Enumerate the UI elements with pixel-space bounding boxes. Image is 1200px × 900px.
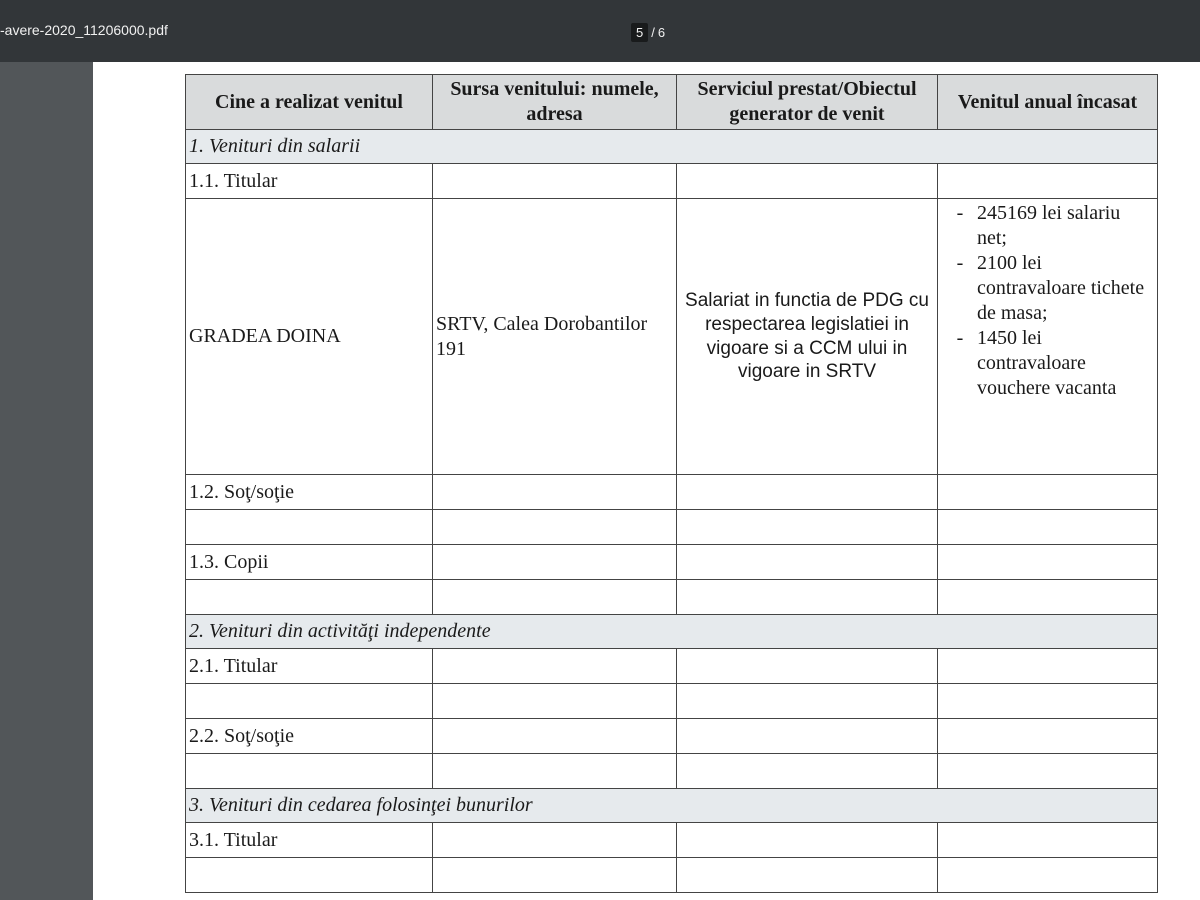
table-row — [186, 580, 1158, 615]
table-row — [186, 164, 1158, 199]
list-item: - 1450 lei contravaloare vouchere vacanta — [956, 327, 1117, 399]
file-name: -avere-2020_11206000.pdf — [0, 22, 168, 38]
section-rent: 3. Venituri din cedarea folosinţei bunurilor — [186, 789, 1158, 823]
income-table — [185, 74, 1158, 893]
table-row — [186, 684, 1158, 719]
table-header-row — [186, 75, 1158, 130]
header-source: Sursa venitului: numele, adresa — [433, 75, 677, 130]
header-who: Cine a realizat venitul — [186, 75, 433, 130]
row-label: 1.2. Soţ/soţie — [186, 475, 433, 510]
row-label: 1.3. Copii — [186, 545, 433, 580]
section-salaries: 1. Venituri din salarii — [186, 130, 1158, 164]
page-indicator — [627, 20, 669, 44]
section-independent: 2. Venituri din activităţi independente — [186, 615, 1158, 649]
income-table-wrap — [185, 74, 1157, 893]
list-item: - 2100 lei contravaloare tichete de masa; — [956, 252, 1145, 324]
header-service: Serviciul prestat/Obiectul generator de venit — [677, 75, 938, 130]
page-current-input[interactable]: 5 — [631, 23, 648, 42]
table-row — [186, 719, 1158, 754]
table-row — [186, 858, 1158, 893]
section-row — [186, 130, 1158, 164]
row-label: 2.2. Soţ/soţie — [186, 719, 433, 754]
table-row — [186, 754, 1158, 789]
row-label: 1.1. Titular — [186, 164, 433, 199]
header-income: Venitul anual încasat — [938, 75, 1158, 130]
page-separator: / — [651, 24, 655, 40]
row-label: 2.1. Titular — [186, 649, 433, 684]
table-row — [186, 475, 1158, 510]
table-row-main — [186, 199, 1158, 475]
income-source: SRTV, Calea Dorobantilor 191 — [433, 199, 677, 475]
person-name: GRADEA DOINA — [186, 199, 433, 475]
page-total: 6 — [657, 24, 666, 40]
section-row — [186, 615, 1158, 649]
section-row — [186, 789, 1158, 823]
pdf-toolbar — [0, 0, 1200, 62]
table-row — [186, 545, 1158, 580]
table-row — [186, 510, 1158, 545]
row-label: 3.1. Titular — [186, 823, 433, 858]
income-service: Salariat in functia de PDG cu respectarea legislatiei in vigoare si a CCM ului in vigoare in SRTV — [677, 199, 938, 475]
income-amounts — [938, 199, 1158, 475]
list-item: - 245169 lei salariu net; — [956, 202, 1121, 249]
pdf-page — [93, 62, 1200, 900]
table-row — [186, 823, 1158, 858]
table-row — [186, 649, 1158, 684]
